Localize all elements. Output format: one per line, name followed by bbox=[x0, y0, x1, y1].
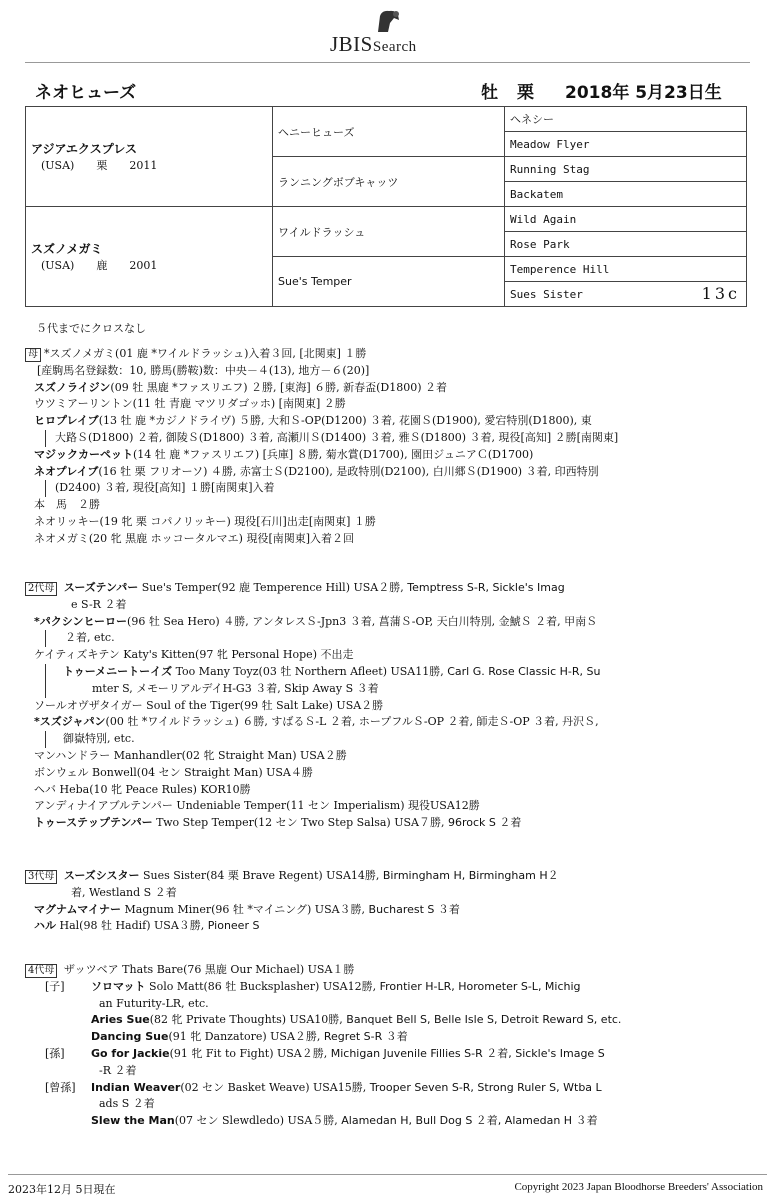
dsd-cell[interactable]: Rose Park bbox=[505, 232, 747, 257]
list-item[interactable]: マグナムマイナー Magnum Miner(96 牡 *マイニング) USA３勝, Bucharest S ３着 bbox=[34, 902, 460, 916]
list-item-cont: ２着, etc. bbox=[25, 630, 750, 647]
dam-line: 母 *スズノメガミ(01 鹿 *ワイルドラッシュ)入着３回, [北関東] １勝 bbox=[25, 346, 750, 363]
list-item[interactable]: ハル Hal(98 牡 Hadif) USA３勝, Pioneer S bbox=[34, 919, 260, 933]
jbis-logo[interactable] bbox=[300, 8, 475, 58]
ddd-row bbox=[505, 282, 747, 307]
list-item[interactable]: [曾孫] Indian Weaver(02 セン Basket Weave) USA15勝, Trooper Seven S-R, Strong Ruler S, Wtba L bbox=[25, 1080, 750, 1097]
list-item-cont: 御嶽特別, etc. bbox=[25, 731, 750, 748]
list-item[interactable]: ネオリッキー(19 牝 栗 コパノリッキー) 現役[石川]出走[南関東] １勝 bbox=[34, 514, 376, 528]
family-section-3rd-dam bbox=[25, 868, 750, 935]
section-label: 母 bbox=[25, 348, 41, 362]
ddd-cell[interactable]: Sues Sister bbox=[510, 287, 583, 301]
dam-line[interactable]: 3代母 スーズシスター Sues Sister(84 栗 Brave Regent) USA14勝, Birmingham H, Birmingham H２ bbox=[25, 868, 750, 885]
list-item[interactable]: Slew the Man(07 セン Slewdledo) USA５勝, Alamedan H, Bull Dog S ２着, Alamedan H ３着 bbox=[91, 1114, 598, 1128]
horse-coat: 栗 bbox=[517, 83, 534, 103]
dam-line-cont: e S-R ２着 bbox=[71, 597, 127, 611]
dam-dam-cell[interactable]: Sue's Temper bbox=[273, 257, 505, 307]
list-item[interactable]: ネオプレイブ(16 牡 栗 フリオーソ) ４勝, 赤富士Ｓ(D2100), 是政特別(D2100), 白川郷Ｓ(D1900) ３着, 印西特別 bbox=[34, 464, 599, 478]
sire-info: (USA) 栗 2011 bbox=[41, 159, 158, 172]
dam-line[interactable]: 4代母 ザッツベア Thats Bare(76 黒鹿 Our Michael) USA１勝 bbox=[25, 962, 750, 979]
list-item-cont: -R ２着 bbox=[99, 1063, 137, 1077]
horse-logo-icon bbox=[372, 8, 406, 34]
dam-line-cont: 着, Westland S ２着 bbox=[71, 885, 177, 899]
sire-name[interactable]: アジアエクスプレス bbox=[31, 142, 137, 156]
list-item-cont: 大路Ｓ(D1800) ２着, 御陵Ｓ(D1800) ３着, 高瀬川Ｓ(D1400) ３着, 雅Ｓ(D1800) ３着, 現役[高知] ２勝[南関東] bbox=[25, 430, 750, 447]
list-item[interactable]: マジックカーペット(14 牡 鹿 *ファスリエフ) [兵庫] ８勝, 菊水賞(D1700), 園田ジュニアＣ(D1700) bbox=[34, 447, 534, 461]
list-item[interactable]: [子] ソロマット Solo Matt(86 牡 Bucksplasher) USA12勝, Frontier H-LR, Horometer S-L, Michig bbox=[25, 979, 750, 996]
dam-info: (USA) 鹿 2001 bbox=[41, 259, 158, 272]
list-item[interactable]: ヒロプレイブ(13 牡 鹿 *カジノドライヴ) ５勝, 大和Ｓ-OP(D1200) ３着, 花園Ｓ(D1900), 愛宕特別(D1800), 東 bbox=[34, 414, 592, 428]
sire-sire-cell[interactable]: ヘニーヒューズ bbox=[273, 107, 505, 157]
family-section-dam bbox=[25, 346, 750, 548]
list-item[interactable]: Dancing Sue(91 牝 Danzatore) USA２勝, Regret S-R ３着 bbox=[91, 1030, 408, 1044]
generation-tag: [子] bbox=[45, 979, 65, 993]
list-item-cont: mter S, メモーリアルデイH-G3 ３着, Skip Away S ３着 bbox=[25, 681, 750, 698]
dds-cell[interactable]: Temperence Hill bbox=[505, 257, 747, 282]
list-item[interactable]: *パクシンヒーロー(96 牡 Sea Hero) ４勝, アンタレスＳ-Jpn3 ３着, 菖蒲Ｓ-OP, 天白川特別, 金鯱Ｓ ２着, 甲南Ｓ bbox=[34, 614, 598, 628]
dam-cell[interactable] bbox=[26, 207, 273, 307]
list-item[interactable]: ボンウェル Bonwell(04 セン Straight Man) USA４勝 bbox=[34, 765, 313, 779]
section-label: 3代母 bbox=[25, 870, 57, 884]
list-item[interactable]: トゥーメニートーイズ Too Many Toyz(03 牡 Northern Afleet) USA11勝, Carl G. Rose Classic H-R, Su bbox=[25, 664, 750, 681]
horse-birthdate: 2018年 5月23日生 bbox=[565, 83, 722, 103]
dam-sire-cell[interactable]: ワイルドラッシュ bbox=[273, 207, 505, 257]
sire-dam-cell[interactable]: ランニングボブキャッツ bbox=[273, 157, 505, 207]
horse-sex: 牡 bbox=[481, 83, 498, 103]
list-item[interactable]: ウツミアーリントン(11 牡 青鹿 マツリダゴッホ) [南関東] ２勝 bbox=[34, 397, 346, 411]
list-item[interactable]: Aries Sue(82 牝 Private Thoughts) USA10勝, Banquet Bell S, Belle Isle S, Detroit Reward S, etc. bbox=[91, 1013, 622, 1027]
list-item[interactable]: ソールオヴザタイガー Soul of the Tiger(99 牡 Salt Lake) USA２勝 bbox=[34, 698, 384, 712]
horse-title-row bbox=[35, 78, 745, 102]
list-item[interactable]: [孫] Go for Jackie(91 牝 Fit to Fight) USA２勝, Michigan Juvenile Fillies S-R ２着, Sickle's Image S bbox=[25, 1046, 750, 1063]
as-of-date: 2023年12月 5日現在 bbox=[8, 1183, 116, 1196]
list-item[interactable]: アンディナイアブルテンパー Undeniable Temper(11 セン Imperialism) 現役USA12勝 bbox=[34, 799, 480, 813]
list-item[interactable]: スズノライジン(09 牡 黒鹿 *ファスリエフ) ２勝, [東海] ６勝, 新春盃(D1800) ２着 bbox=[34, 380, 447, 394]
generation-tag: [曾孫] bbox=[45, 1080, 76, 1094]
copyright: Copyright 2023 Japan Bloodhorse Breeders' Association bbox=[514, 1181, 763, 1193]
progeny-stats: [産駒馬名登録数：10, 勝馬(勝鞍)数：中央－４(13), 地方－６(20)] bbox=[37, 363, 370, 377]
ssd-cell[interactable]: Meadow Flyer bbox=[505, 132, 747, 157]
cross-code: 13c bbox=[701, 284, 740, 303]
section-label: 4代母 bbox=[25, 964, 57, 978]
section-label: 2代母 bbox=[25, 582, 57, 596]
list-item-cont: ads S ２着 bbox=[99, 1097, 155, 1111]
logo-text: JBISSearch bbox=[330, 32, 417, 56]
sire-cell[interactable] bbox=[26, 107, 273, 207]
list-item[interactable]: ケイティズキテン Katy's Kitten(97 牝 Personal Hope) 不出走 bbox=[34, 648, 354, 662]
sds-cell[interactable]: Running Stag bbox=[505, 157, 747, 182]
list-item-cont: an Futurity-LR, etc. bbox=[99, 996, 209, 1010]
list-item[interactable]: トゥーステップテンパー Two Step Temper(12 セン Two Step Salsa) USA７勝, 96rock S ２着 bbox=[34, 816, 522, 830]
list-item[interactable]: ネオメガミ(20 牝 黒鹿 ホッコータルマエ) 現役[南関東]入着２回 bbox=[34, 531, 355, 545]
family-section-2nd-dam bbox=[25, 580, 750, 832]
list-item[interactable]: マンハンドラー Manhandler(02 牝 Straight Man) USA２勝 bbox=[34, 748, 347, 762]
footer-divider bbox=[8, 1174, 767, 1175]
list-item[interactable]: ヘバ Heba(10 牝 Peace Rules) KOR10勝 bbox=[34, 782, 251, 796]
dam-name[interactable]: スズノメガミ bbox=[31, 242, 103, 256]
dss-cell[interactable]: Wild Again bbox=[505, 207, 747, 232]
sss-cell[interactable]: ヘネシー bbox=[505, 107, 747, 132]
header-divider bbox=[25, 62, 750, 63]
sdd-cell[interactable]: Backatem bbox=[505, 182, 747, 207]
list-item-cont: (D2400) ３着, 現役[高知] １勝[南関東]入着 bbox=[25, 480, 750, 497]
generation-tag: [孫] bbox=[45, 1046, 65, 1060]
pedigree-table bbox=[25, 106, 747, 307]
list-item: 本 馬 ２勝 bbox=[34, 498, 100, 512]
horse-name: ネオヒューズ bbox=[35, 83, 137, 103]
list-item[interactable]: *スズジャパン(00 牡 *ワイルドラッシュ) ６勝, すばるＳ-L ２着, ホープフルＳ-OP ２着, 師走Ｓ-OP ３着, 丹沢Ｓ, bbox=[34, 715, 599, 729]
family-section-4th-dam bbox=[25, 962, 750, 1130]
dam-line[interactable]: 2代母 スーズテンパー Sue's Temper(92 鹿 Temperence Hill) USA２勝, Temptress S-R, Sickle's Imag bbox=[25, 580, 750, 597]
no-cross-note: ５代までにクロスなし bbox=[36, 322, 146, 335]
